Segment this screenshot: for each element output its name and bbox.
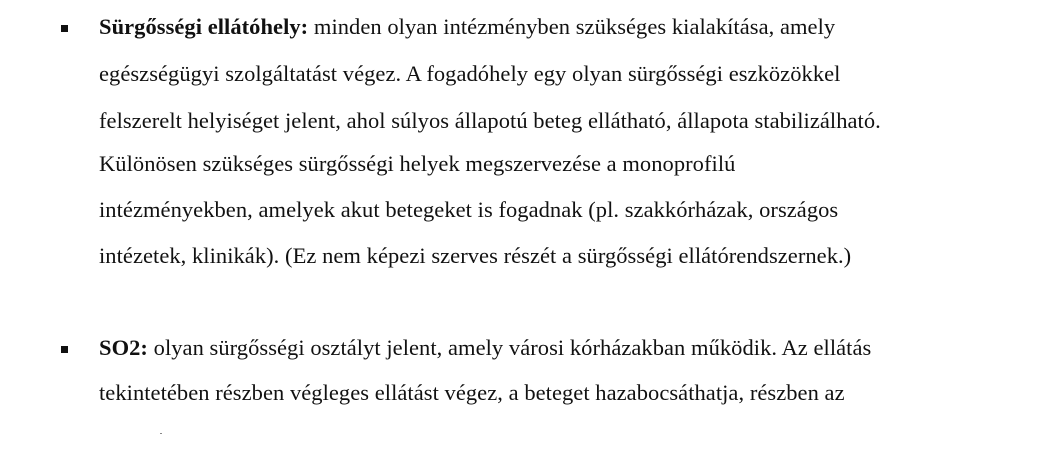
bullet-icon [61,25,68,32]
definition-text: minden olyan intézményben szükséges kialakítása, amely [308,14,836,39]
scan-speck [160,433,162,434]
bullet-icon [61,346,68,353]
definition-line-2: tekintetében részben végleges ellátást végez, a beteget hazabocsáthatja, részben az [99,380,845,405]
definition-line-1 [99,13,835,41]
definition-line-1 [99,334,871,362]
definition-line-2: egészségügyi szolgáltatást végez. A fogadóhely egy olyan sürgősségi eszközökkel [99,61,841,86]
definition-line-6: intézetek, klinikák). (Ez nem képezi szerves részét a sürgősségi ellátórendszernek.) [99,243,852,268]
definition-line-3: felszerelt helyiséget jelent, ahol súlyos állapotú beteg ellátható, állapota stabilizálható. [99,108,881,133]
definition-term: SO2: [99,335,148,360]
definition-line-4: Különösen szükséges sürgősségi helyek megszervezése a monoprofilú [99,151,736,176]
definition-term: Sürgősségi ellátóhely: [99,14,309,39]
definition-text: olyan sürgősségi osztályt jelent, amely városi kórházakban működik. Az ellátás [147,335,872,360]
definition-line-5: intézményekben, amelyek akut betegeket is fogadnak (pl. szakkórházak, országos [99,197,839,222]
